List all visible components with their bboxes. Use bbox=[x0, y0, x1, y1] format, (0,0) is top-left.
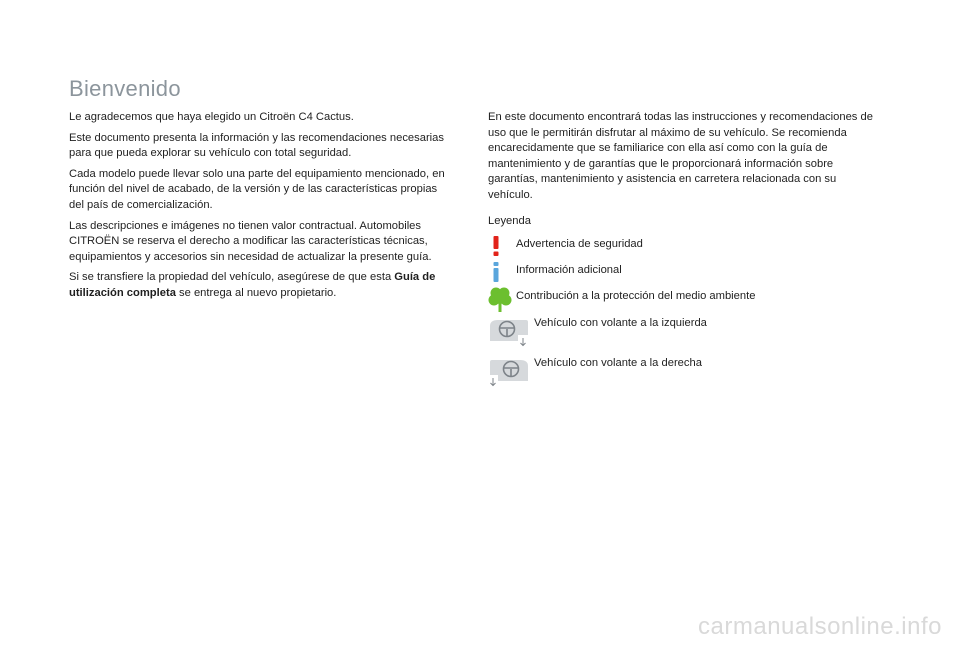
right-hand-drive-icon bbox=[488, 356, 530, 388]
intro-column bbox=[69, 110, 453, 307]
legend-item-left-hand-drive bbox=[488, 316, 878, 356]
guide-title-emphasis: Guía de utilización completa bbox=[69, 271, 436, 299]
legend-title: Leyenda bbox=[488, 214, 531, 227]
legend-label-eco: Contribución a la protección del medio ambiente bbox=[516, 290, 756, 303]
legend-item-eco bbox=[488, 286, 878, 316]
legend-item-warning bbox=[488, 234, 878, 260]
guide-paragraph: En este documento encontrará todas las instrucciones y recomendaciones de uso que le permitirán disfrutar al máximo de su vehículo. Se recomienda encarecidamente que se familiarice con ella así como con la guía de mantenimiento y de garantías que le proporcionará información sobre garantías, mantenimiento y asistencia en carretera relacionada con su vehículo. bbox=[488, 111, 873, 201]
p5-text-pre: Si se transfiere la propiedad del vehículo, asegúrese de que esta bbox=[69, 271, 395, 284]
warning-icon bbox=[488, 234, 504, 258]
left-hand-drive-icon bbox=[488, 316, 530, 348]
guide-column bbox=[488, 110, 878, 396]
intro-paragraph-3: Cada modelo puede llevar solo una parte del equipamiento mencionado, en función del nivel de acabado, de la versión y de las características propias del país de comercialización. bbox=[69, 167, 445, 211]
intro-paragraph-1: Le agradecemos que haya elegido un Citroën C4 Cactus. bbox=[69, 111, 354, 123]
intro-paragraph-5 bbox=[69, 270, 453, 301]
intro-paragraph-2: Este documento presenta la información y las recomendaciones necesarias para que pueda explorar su vehículo con total seguridad. bbox=[69, 131, 444, 160]
legend-item-info bbox=[488, 260, 878, 286]
page-title: Bienvenido bbox=[69, 76, 181, 101]
legend-label-left-hand-drive: Vehículo con volante a la izquierda bbox=[534, 317, 707, 330]
legend-label-info: Información adicional bbox=[516, 264, 622, 277]
info-icon bbox=[488, 260, 504, 284]
legend-label-right-hand-drive: Vehículo con volante a la derecha bbox=[534, 357, 702, 370]
tree-icon bbox=[488, 286, 512, 314]
intro-paragraph-4: Las descripciones e imágenes no tienen valor contractual. Automobiles CITROËN se reserva el derecho a modificar las características técnicas, equipamientos y accesorios sin necesidad de actualizar la presente guía. bbox=[69, 219, 432, 263]
p5-text-post: se entrega al nuevo propietario. bbox=[175, 286, 337, 299]
legend-item-right-hand-drive bbox=[488, 356, 878, 396]
legend-label-warning: Advertencia de seguridad bbox=[516, 238, 643, 251]
watermark: carmanualsonline.info bbox=[698, 613, 942, 640]
